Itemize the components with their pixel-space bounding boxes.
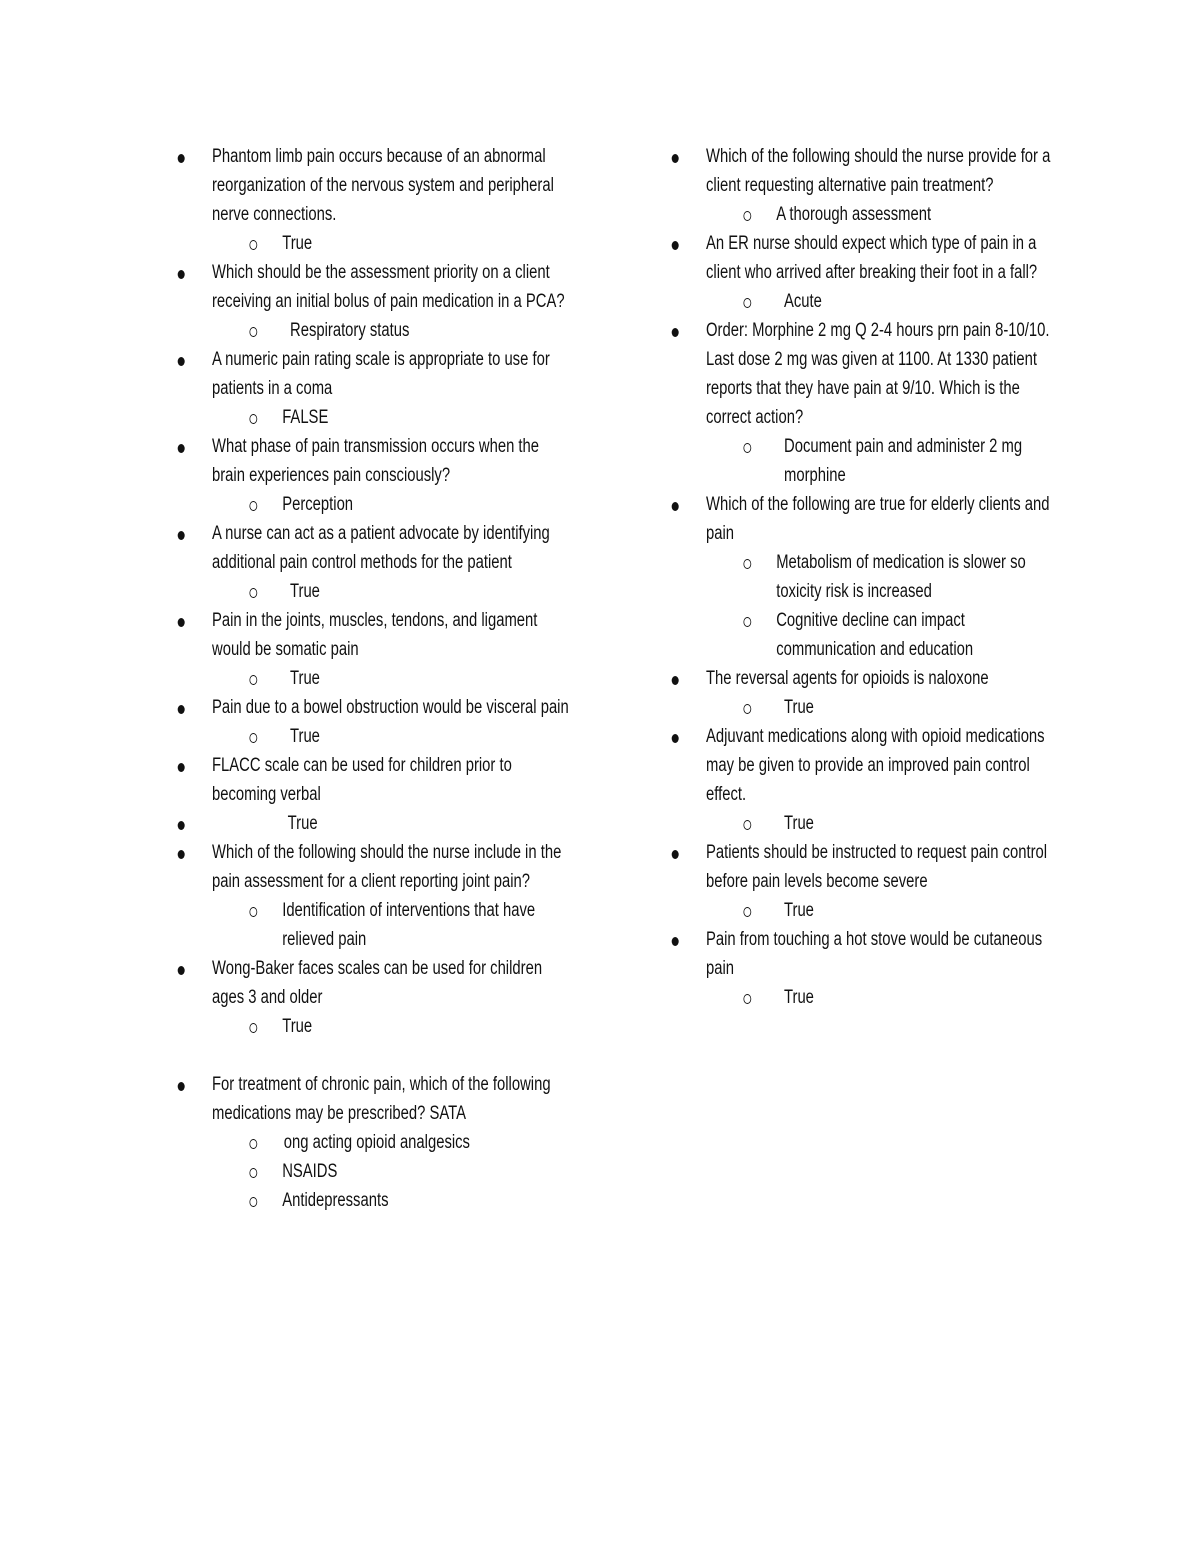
question-item (706, 316, 1065, 490)
answer-text: Perception (282, 494, 354, 515)
circle-bullet-icon (249, 1197, 257, 1207)
answer-text: True (282, 233, 313, 254)
question-text: Which of the following are true for elderly clients and pain (706, 494, 1050, 544)
question-item (212, 838, 571, 954)
bullet-icon (178, 821, 185, 830)
answer-item (212, 316, 571, 345)
question-text: Phantom limb pain occurs because of an abnormal reorganization of the nervous system and peripheral nerve connections. (212, 146, 554, 225)
question-text: Pain from touching a hot stove would be cutaneous pain (706, 929, 1043, 979)
question-text: Patients should be instructed to request pain control before pain levels become severe (706, 842, 1048, 892)
answer-item (706, 200, 1065, 229)
answer-text: Respiratory status (290, 320, 410, 341)
bullet-icon (178, 850, 185, 859)
answer-text: Cognitive decline can impact communication and education (776, 610, 974, 660)
bullet-icon (672, 937, 679, 946)
answer-list (212, 896, 571, 954)
answer-list (706, 287, 1065, 316)
question-text: Which should be the assessment priority on a client receiving an initial bolus of pain medication in a PCA? (212, 262, 565, 312)
answer-item (212, 577, 571, 606)
answer-item (212, 664, 571, 693)
question-item (212, 751, 571, 809)
question-item (706, 229, 1065, 316)
bullet-icon (178, 1082, 185, 1091)
answer-item (706, 548, 1065, 606)
bullet-icon (178, 618, 185, 627)
circle-bullet-icon (249, 907, 257, 917)
answer-item (706, 432, 1065, 490)
question-text: Which of the following should the nurse provide for a client requesting alternative pain treatment? (706, 146, 1051, 196)
answer-list (212, 490, 571, 519)
answer-text: True (290, 668, 320, 689)
answer-text: True (282, 1016, 313, 1037)
question-text: A numeric pain rating scale is appropriate to use for patients in a coma (212, 349, 550, 399)
answer-item (212, 896, 571, 954)
question-text: Order: Morphine 2 mg Q 2-4 hours prn pain 8-10/10. Last dose 2 mg was given at 1100. At 1330 patient reports that they have pain at 9/10. Which is the correct action? (706, 320, 1050, 428)
answer-text: True (784, 900, 814, 921)
circle-bullet-icon (249, 733, 257, 743)
circle-bullet-icon (249, 240, 257, 250)
answer-item (212, 1186, 571, 1215)
answer-item (212, 490, 571, 519)
circle-bullet-icon (249, 1139, 257, 1149)
circle-bullet-icon (743, 820, 751, 830)
question-text: A nurse can act as a patient advocate by identifying additional pain control methods for the patient (212, 523, 550, 573)
answer-list (212, 1012, 571, 1041)
circle-bullet-icon (249, 675, 257, 685)
question-text: For treatment of chronic pain, which of the following medications may be prescribed? SATA (212, 1074, 551, 1124)
answer-list (212, 229, 571, 258)
circle-bullet-icon (743, 559, 751, 569)
answer-item (212, 722, 571, 751)
question-item (706, 838, 1065, 925)
left-column (212, 142, 571, 1215)
circle-bullet-icon (249, 501, 257, 511)
bullet-icon (178, 270, 185, 279)
bullet-icon (178, 705, 185, 714)
question-item (212, 519, 571, 606)
answer-text: True (784, 813, 814, 834)
bullet-icon (672, 502, 679, 511)
answer-list (212, 664, 571, 693)
answer-list (706, 983, 1065, 1012)
circle-bullet-icon (743, 298, 751, 308)
question-item (212, 142, 571, 258)
circle-bullet-icon (249, 327, 257, 337)
answer-text: A thorough assessment (776, 204, 932, 225)
answer-text: Antidepressants (282, 1190, 389, 1211)
question-text: Adjuvant medications along with opioid medications may be given to provide an improved pain control effect. (706, 726, 1045, 805)
bullet-icon (672, 676, 679, 685)
bullet-icon (672, 734, 679, 743)
circle-bullet-icon (743, 617, 751, 627)
circle-bullet-icon (743, 211, 751, 221)
answer-text: True (784, 697, 814, 718)
answer-list (212, 403, 571, 432)
question-text: An ER nurse should expect which type of pain in a client who arrived after breaking their foot in a fall? (706, 233, 1038, 283)
circle-bullet-icon (743, 704, 751, 714)
question-item (212, 693, 571, 751)
answer-list (706, 432, 1065, 490)
answer-list (706, 200, 1065, 229)
bullet-icon (672, 241, 679, 250)
circle-bullet-icon (743, 443, 751, 453)
question-item (706, 142, 1065, 229)
answer-list (706, 693, 1065, 722)
bullet-icon (178, 357, 185, 366)
right-column (706, 142, 1065, 1012)
question-item (212, 809, 571, 838)
question-item (706, 664, 1065, 722)
answer-item (212, 1128, 571, 1157)
answer-text: True (290, 581, 320, 602)
circle-bullet-icon (743, 907, 751, 917)
answer-item (706, 983, 1065, 1012)
question-text: Pain in the joints, muscles, tendons, and ligament would be somatic pain (212, 610, 538, 660)
question-item (212, 258, 571, 345)
bullet-icon (178, 154, 185, 163)
answer-text: True (290, 726, 320, 747)
question-item (706, 722, 1065, 838)
question-text: True (287, 813, 318, 834)
answer-list (706, 809, 1065, 838)
answer-item (212, 403, 571, 432)
answer-item (212, 1157, 571, 1186)
question-text: FLACC scale can be used for children prior to becoming verbal (212, 755, 512, 805)
question-item (706, 925, 1065, 1012)
answer-list (212, 577, 571, 606)
circle-bullet-icon (249, 414, 257, 424)
answer-list (212, 316, 571, 345)
question-text: Pain due to a bowel obstruction would be visceral pain (212, 697, 569, 718)
answer-text: Acute (784, 291, 822, 312)
answer-text: Identification of interventions that have relieved pain (282, 900, 536, 950)
question-item (212, 954, 571, 1041)
answer-list (212, 722, 571, 751)
answer-item (706, 287, 1065, 316)
question-text: The reversal agents for opioids is naloxone (706, 668, 989, 689)
question-item (212, 432, 571, 519)
bullet-icon (672, 328, 679, 337)
answer-text: True (784, 987, 814, 1008)
question-text: Which of the following should the nurse include in the pain assessment for a client reporting joint pain? (212, 842, 562, 892)
bullet-icon (178, 444, 185, 453)
question-item (212, 345, 571, 432)
bullet-icon (178, 966, 185, 975)
bullet-icon (672, 850, 679, 859)
answer-text: Metabolism of medication is slower so toxicity risk is increased (776, 552, 1026, 602)
question-text: Wong-Baker faces scales can be used for children ages 3 and older (212, 958, 543, 1008)
bullet-icon (178, 763, 185, 772)
answer-text: FALSE (282, 407, 329, 428)
circle-bullet-icon (249, 588, 257, 598)
circle-bullet-icon (249, 1168, 257, 1178)
answer-item (706, 606, 1065, 664)
answer-list (706, 548, 1065, 664)
answer-text: Document pain and administer 2 mg morphine (784, 436, 1023, 486)
answer-text: NSAIDS (282, 1161, 338, 1182)
bullet-icon (178, 531, 185, 540)
bullet-icon (672, 154, 679, 163)
circle-bullet-icon (743, 994, 751, 1004)
question-item (706, 490, 1065, 664)
question-item (212, 1070, 571, 1215)
answer-item (706, 693, 1065, 722)
answer-item (706, 809, 1065, 838)
question-text: What phase of pain transmission occurs when the brain experiences pain consciously? (212, 436, 540, 486)
answer-item (212, 1012, 571, 1041)
circle-bullet-icon (249, 1023, 257, 1033)
answer-text: ong acting opioid analgesics (283, 1132, 470, 1153)
answer-list (212, 1128, 571, 1215)
answer-item (706, 896, 1065, 925)
answer-item (212, 229, 571, 258)
answer-list (706, 896, 1065, 925)
question-item (212, 606, 571, 693)
